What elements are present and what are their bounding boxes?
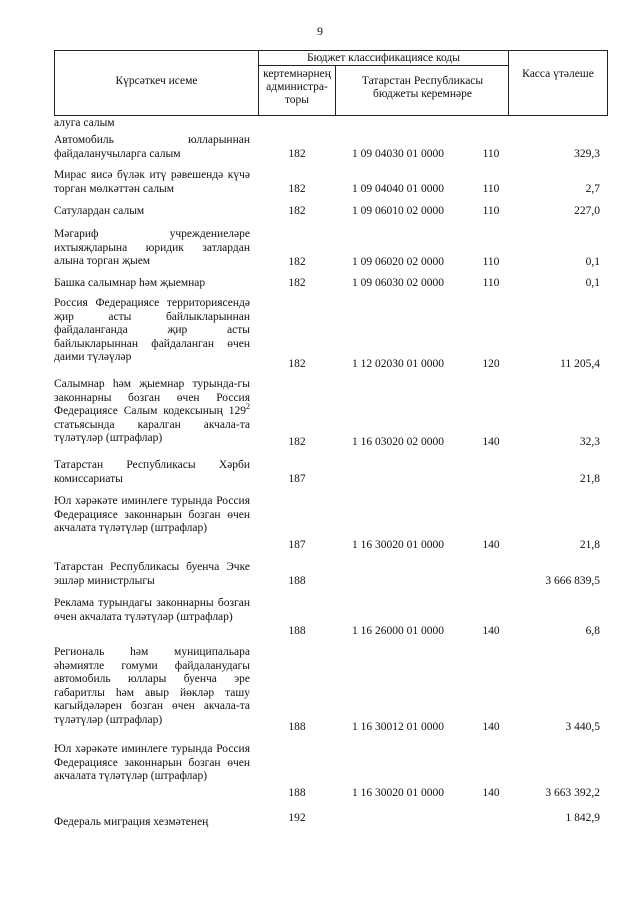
cash-value: 2,7 bbox=[585, 183, 600, 195]
budget-code: 1 09 04040 01 0000 bbox=[352, 183, 444, 195]
budget-code: 1 09 06020 02 0000 bbox=[352, 256, 444, 268]
economic-code: 140 bbox=[482, 787, 500, 799]
footnote-superscript: 2 bbox=[246, 402, 250, 412]
indicator-name: Юл хәрәкәте иминлеге турында Россия Федерациясе законнарын бозган өчен акчалата түләтүләр (штрафлар) bbox=[54, 743, 250, 783]
cash-value: 0,1 bbox=[585, 256, 600, 268]
cash-value: 3 440,5 bbox=[565, 721, 600, 733]
budget-code-underline bbox=[258, 65, 508, 66]
indicator-name-text: Салымнар һәм җыемнар турында-гы законнарны бозган өчен Россия Федерациясе Салым кодексының 129 bbox=[54, 378, 250, 418]
budget-code: 1 16 30020 01 0000 bbox=[352, 539, 444, 551]
header-budget-code: Бюджет классификациясе коды bbox=[307, 52, 460, 64]
indicator-name-tail: статьясында каралган акчала-та түләтүләр (штрафлар) bbox=[54, 418, 250, 445]
admin-code: 182 bbox=[288, 205, 306, 217]
indicator-name bbox=[54, 378, 250, 446]
header-top-border bbox=[54, 50, 608, 51]
economic-code: 110 bbox=[482, 148, 500, 160]
header-revenue: Татарстан Республикасы бюджеты керемнәре bbox=[361, 75, 484, 100]
budget-code: 1 09 06010 02 0000 bbox=[352, 205, 444, 217]
economic-code: 120 bbox=[482, 358, 500, 370]
indicator-name: Автомобиль юлларыннан файдаланучыларга салым bbox=[54, 134, 250, 160]
page-number: 9 bbox=[317, 24, 323, 38]
budget-code: 1 16 26000 01 0000 bbox=[352, 625, 444, 637]
indicator-name: Юл хәрәкәте иминлеге турында Россия Федерациясе законнарын бозган өчен акчалата түләтүләр (штрафлар) bbox=[54, 495, 250, 535]
admin-code: 192 bbox=[288, 812, 306, 824]
admin-code: 188 bbox=[288, 721, 306, 733]
header-divider-3 bbox=[508, 50, 509, 116]
cash-value: 11 205,4 bbox=[560, 358, 600, 370]
indicator-name: Мәгариф учреждениеләре ихтыяҗларына юридик затлардан алына торган җыем bbox=[54, 228, 250, 268]
header-divider-2 bbox=[335, 65, 336, 116]
cash-value: 3 663 392,2 bbox=[545, 787, 600, 799]
header-right-border bbox=[607, 50, 608, 116]
cash-value: 3 666 839,5 bbox=[545, 575, 600, 587]
cash-value: 6,8 bbox=[585, 625, 600, 637]
cash-value: 21,8 bbox=[579, 539, 600, 551]
cash-value: 1 842,9 bbox=[565, 812, 600, 824]
indicator-name: Мирас яисә бүләк итү рәвешендә күчә торган мөлкәттән салым bbox=[54, 169, 250, 195]
economic-code: 140 bbox=[482, 436, 500, 448]
admin-code: 188 bbox=[288, 575, 306, 587]
economic-code: 110 bbox=[482, 183, 500, 195]
indicator-name: Россия Федерациясе территориясендә җир асты байлыкларыннан файдаланганда җир асты байлыкларыннан файдаланган өчен даими түләүләр bbox=[54, 297, 250, 364]
budget-code: 1 09 04030 01 0000 bbox=[352, 148, 444, 160]
cash-value: 32,3 bbox=[579, 436, 600, 448]
indicator-name: Татарстан Республикасы буенча Эчке эшләр министрлыгы bbox=[54, 561, 250, 587]
indicator-name: Региональ һәм муниципальара әһәмиятле гомуми файдаланудагы автомобиль юллары буенча эре габаритлы һәм авыр йөкләр ташу кагыйдәләрен бозган өчен акчала-та түләтүләр (штрафлар) bbox=[54, 646, 250, 726]
budget-code: 1 09 06030 02 0000 bbox=[352, 277, 444, 289]
economic-code: 140 bbox=[482, 539, 500, 551]
admin-code: 182 bbox=[288, 358, 306, 370]
admin-code: 182 bbox=[288, 148, 306, 160]
indicator-name: Сатулардан салым bbox=[54, 205, 145, 217]
economic-code: 110 bbox=[482, 277, 500, 289]
cash-value: 0,1 bbox=[585, 277, 600, 289]
indicator-name: Башка салымнар һәм җыемнар bbox=[54, 277, 206, 289]
admin-code: 188 bbox=[288, 787, 306, 799]
economic-code: 110 bbox=[482, 205, 500, 217]
admin-code: 188 bbox=[288, 625, 306, 637]
admin-code: 182 bbox=[288, 277, 306, 289]
header-admin: кертемнәрнең администра-торы bbox=[263, 68, 331, 106]
cash-value: 21,8 bbox=[579, 473, 600, 485]
cash-value: 227,0 bbox=[574, 205, 600, 217]
budget-code: 1 16 30020 01 0000 bbox=[352, 787, 444, 799]
header-cash: Касса үтәлеше bbox=[522, 68, 594, 80]
indicator-name: Реклама турындагы законнарны бозган өчен акчалата түләтүләр (штрафлар) bbox=[54, 597, 250, 623]
admin-code: 182 bbox=[288, 256, 306, 268]
economic-code: 110 bbox=[482, 256, 500, 268]
economic-code: 140 bbox=[482, 721, 500, 733]
indicator-name: алуга салым bbox=[54, 117, 115, 129]
admin-code: 187 bbox=[288, 539, 306, 551]
cash-value: 329,3 bbox=[574, 148, 600, 160]
admin-code: 187 bbox=[288, 473, 306, 485]
budget-code: 1 16 30012 01 0000 bbox=[352, 721, 444, 733]
admin-code: 182 bbox=[288, 436, 306, 448]
header-indicator: Күрсәткеч исеме bbox=[115, 75, 198, 87]
economic-code: 140 bbox=[482, 625, 500, 637]
budget-code: 1 12 02030 01 0000 bbox=[352, 358, 444, 370]
admin-code: 182 bbox=[288, 183, 306, 195]
header-bottom-border bbox=[54, 115, 608, 116]
budget-code: 1 16 03020 02 0000 bbox=[352, 436, 444, 448]
indicator-name: Татарстан Республикасы Хәрби комиссариаты bbox=[54, 459, 250, 485]
indicator-name: Федераль миграция хезмәтенең bbox=[54, 816, 209, 828]
